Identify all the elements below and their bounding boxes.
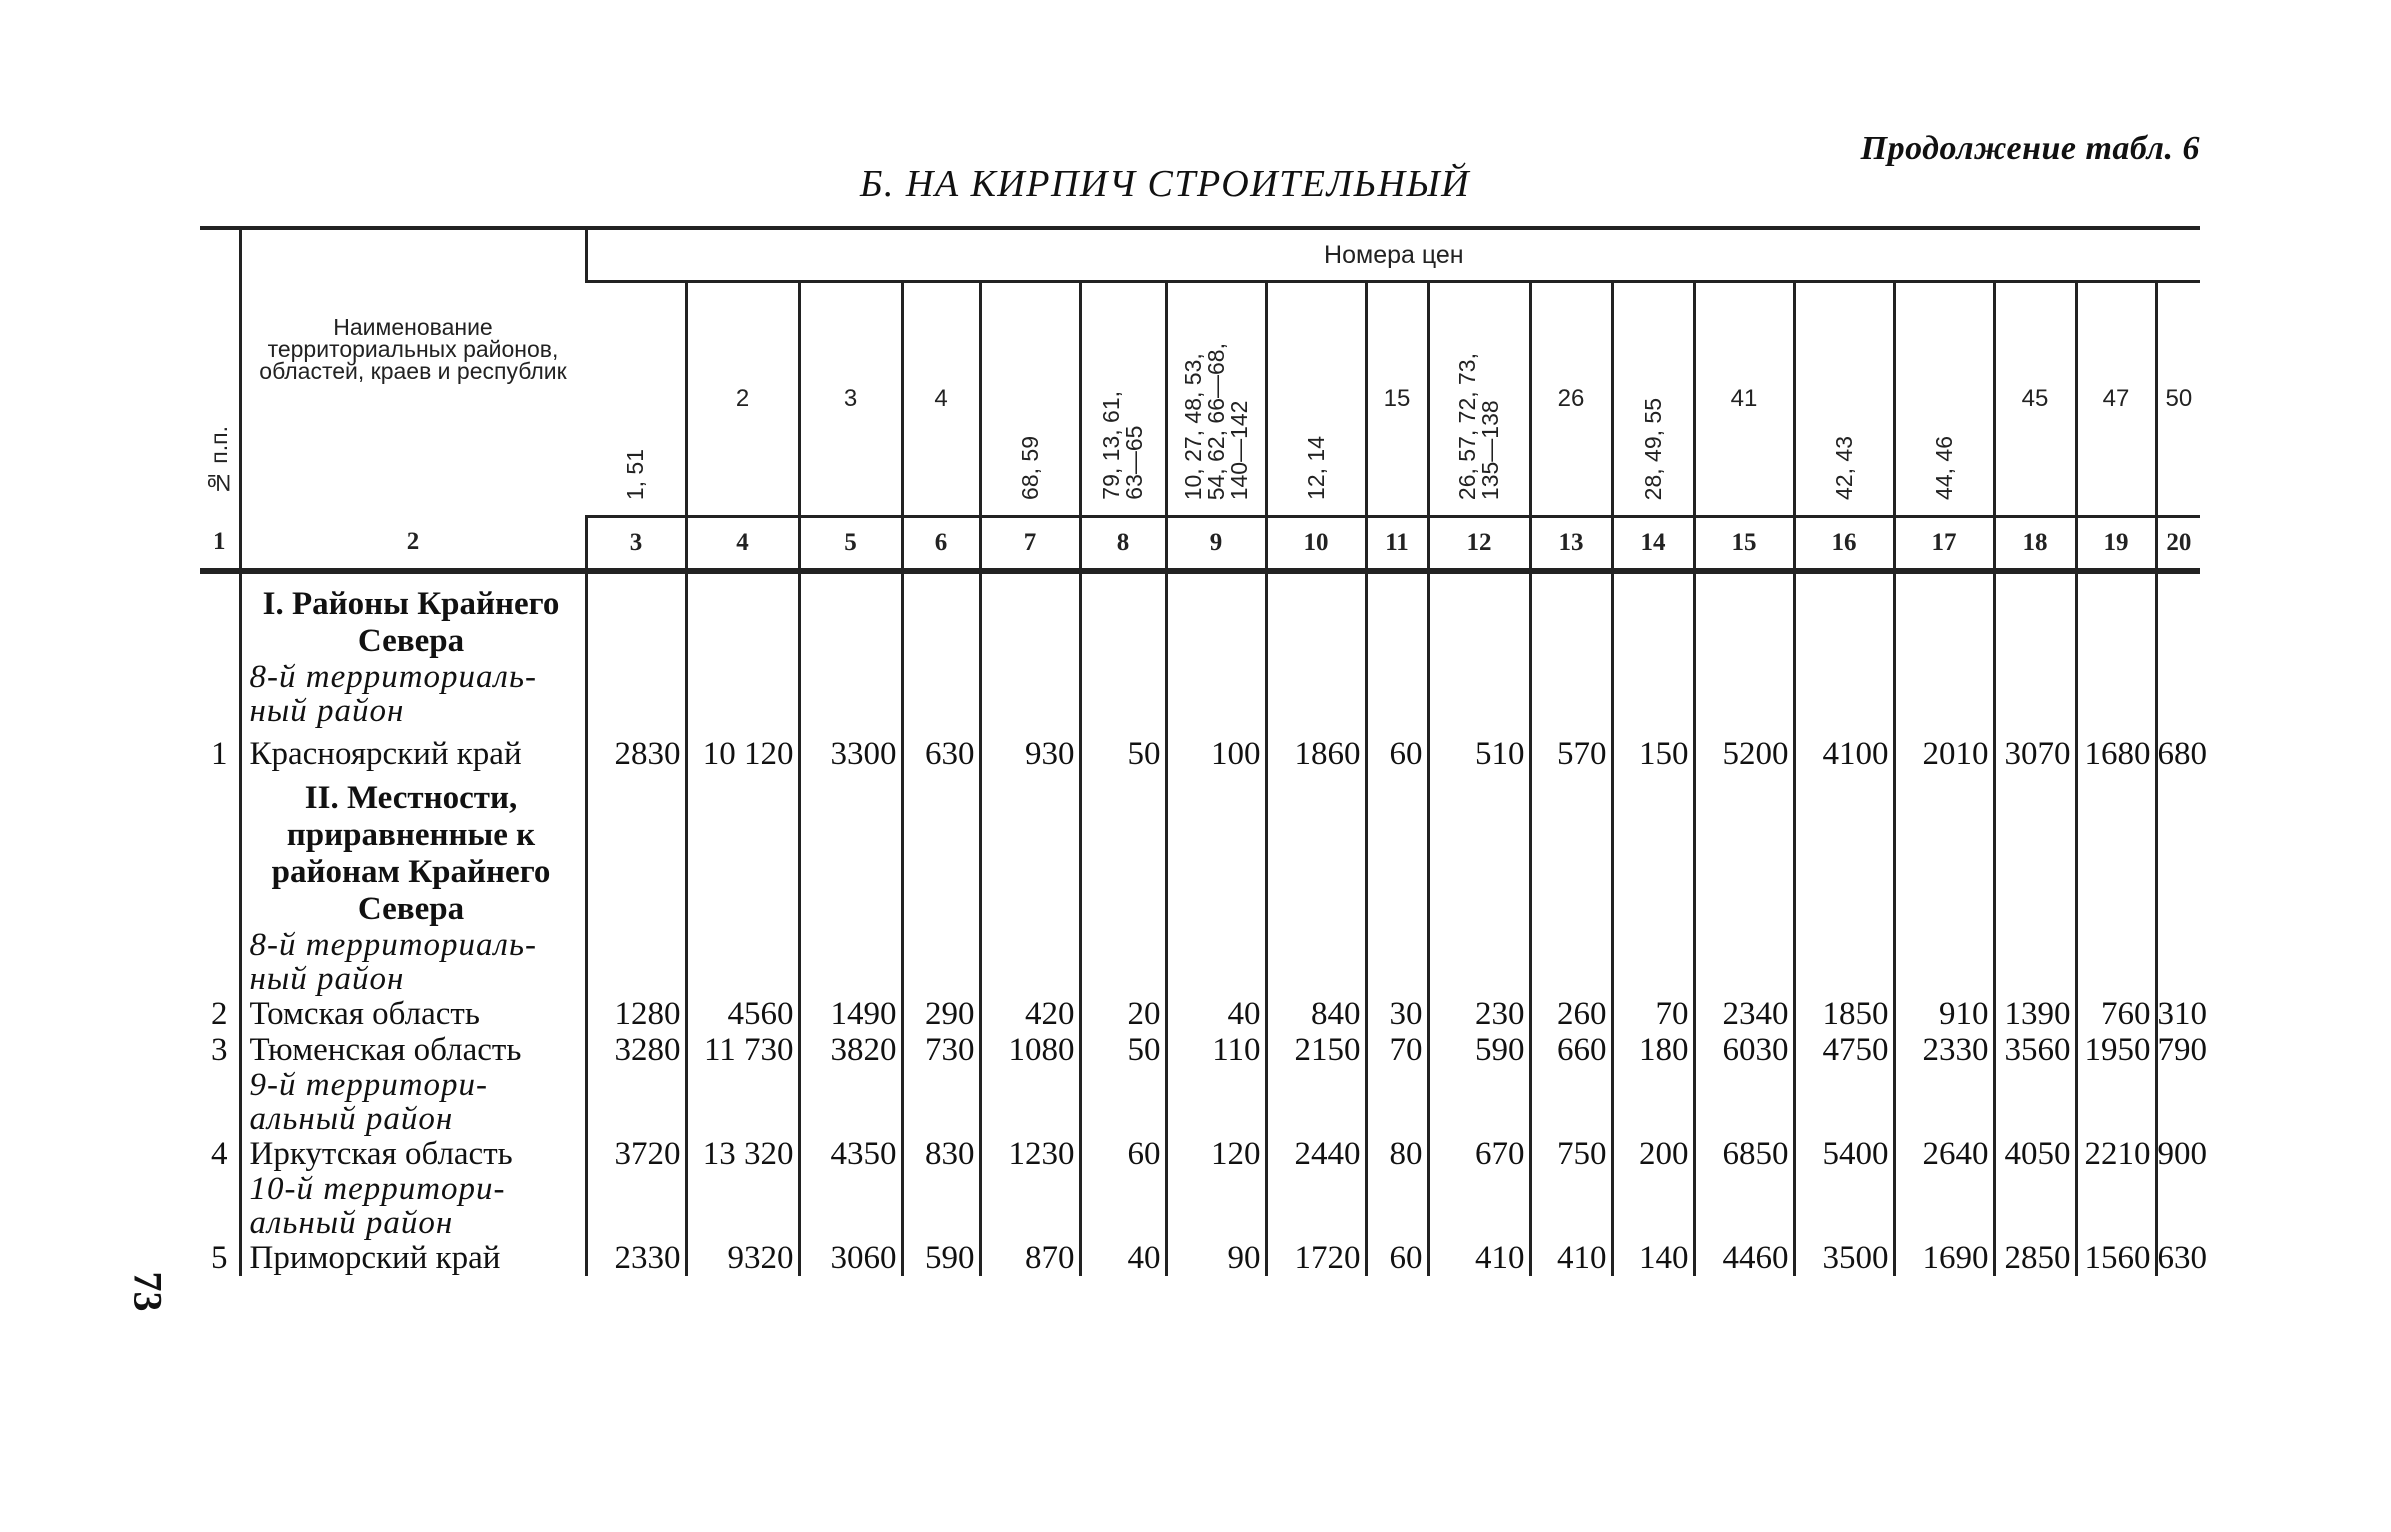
column-index-cell: 18 bbox=[1994, 517, 2076, 572]
row-number: 4 bbox=[211, 1136, 228, 1172]
empty-cell bbox=[1994, 1068, 2076, 1136]
column-index-cell: 15 bbox=[1694, 517, 1794, 572]
price-value: 670 bbox=[1428, 1136, 1530, 1172]
price-value: 2340 bbox=[1694, 996, 1794, 1032]
row-number: 2 bbox=[211, 996, 228, 1032]
empty-cell bbox=[980, 660, 1080, 728]
price-value: 200 bbox=[1612, 1136, 1694, 1172]
price-column-header: 2 bbox=[686, 282, 799, 517]
empty-cell bbox=[1694, 1068, 1794, 1136]
page-number: 73 bbox=[125, 1271, 171, 1312]
price-value: 3500 bbox=[1794, 1240, 1894, 1276]
empty-cell bbox=[1994, 660, 2076, 728]
section-title: Б. НА КИРПИЧ СТРОИТЕЛЬНЫЙ bbox=[860, 163, 1471, 205]
subsection-heading: 10-й территори-альный район bbox=[240, 1172, 586, 1240]
empty-cell bbox=[1266, 660, 1366, 728]
subsection-heading: 9-й территори-альный район bbox=[240, 1068, 586, 1136]
empty-cell bbox=[799, 928, 902, 996]
region-name: Красноярский край bbox=[240, 728, 586, 780]
empty-cell bbox=[200, 928, 240, 996]
empty-cell bbox=[1894, 1172, 1994, 1240]
column-index-cell: 3 bbox=[586, 517, 686, 572]
empty-cell bbox=[2156, 586, 2200, 660]
table-header bbox=[200, 228, 2200, 571]
price-value: 70 bbox=[1366, 1032, 1428, 1068]
name-column-header: Наименование территориальных районов, областей, краев и республик bbox=[240, 228, 586, 517]
price-column-header: 10, 27, 48, 53, 54, 62, 66—68, 140—142 bbox=[1166, 282, 1266, 517]
price-value: 11 730 bbox=[686, 1032, 799, 1068]
empty-cell bbox=[686, 1068, 799, 1136]
empty-cell bbox=[1166, 1068, 1266, 1136]
column-index-cell: 4 bbox=[686, 517, 799, 572]
price-value: 2830 bbox=[586, 728, 686, 780]
table-row bbox=[200, 728, 2200, 780]
region-name: Тюменская область bbox=[240, 1032, 586, 1068]
price-value: 13 320 bbox=[686, 1136, 799, 1172]
empty-cell bbox=[1080, 780, 1166, 928]
empty-cell bbox=[1080, 1068, 1166, 1136]
empty-cell bbox=[1612, 780, 1694, 928]
price-value: 60 bbox=[1366, 728, 1428, 780]
column-index-cell: 2 bbox=[240, 517, 586, 572]
price-value: 2010 bbox=[1894, 728, 1994, 780]
empty-cell bbox=[1428, 1172, 1530, 1240]
price-value: 60 bbox=[1366, 1240, 1428, 1276]
empty-cell bbox=[586, 571, 686, 586]
empty-cell bbox=[1530, 1172, 1612, 1240]
price-value: 1230 bbox=[980, 1136, 1080, 1172]
empty-cell bbox=[586, 586, 686, 660]
price-value: 870 bbox=[980, 1240, 1080, 1276]
price-column-header: 41 bbox=[1694, 282, 1794, 517]
empty-cell bbox=[1612, 1068, 1694, 1136]
region-name: Приморский край bbox=[240, 1240, 586, 1276]
price-value: 2210 bbox=[2076, 1136, 2156, 1172]
empty-cell bbox=[1530, 660, 1612, 728]
empty-cell bbox=[1694, 928, 1794, 996]
empty-cell bbox=[200, 660, 240, 728]
empty-cell bbox=[1794, 660, 1894, 728]
empty-cell bbox=[1530, 780, 1612, 928]
price-value: 1950 bbox=[2076, 1032, 2156, 1068]
price-column-header: 4 bbox=[902, 282, 980, 517]
empty-cell bbox=[1266, 780, 1366, 928]
empty-cell bbox=[1080, 660, 1166, 728]
section-heading: II. Местности, приравненные к районам Крайнего Севера bbox=[240, 780, 586, 928]
price-value: 910 bbox=[1894, 996, 1994, 1032]
price-value: 230 bbox=[1428, 996, 1530, 1032]
empty-cell bbox=[1266, 1172, 1366, 1240]
empty-cell bbox=[686, 571, 799, 586]
empty-cell bbox=[799, 1172, 902, 1240]
empty-cell bbox=[586, 660, 686, 728]
empty-cell bbox=[799, 571, 902, 586]
empty-cell bbox=[200, 780, 240, 928]
price-value: 1390 bbox=[1994, 996, 2076, 1032]
price-column-header: 15 bbox=[1366, 282, 1428, 517]
price-value: 1680 bbox=[2076, 728, 2156, 780]
empty-cell bbox=[980, 1172, 1080, 1240]
price-value: 930 bbox=[980, 728, 1080, 780]
price-value: 30 bbox=[1366, 996, 1428, 1032]
section-heading: I. Районы Крайнего Севера bbox=[240, 586, 586, 660]
price-column-header: 42, 43 bbox=[1794, 282, 1894, 517]
empty-cell bbox=[2076, 660, 2156, 728]
column-index-cell: 11 bbox=[1366, 517, 1428, 572]
empty-cell bbox=[902, 571, 980, 586]
empty-cell bbox=[1612, 571, 1694, 586]
empty-cell bbox=[1794, 928, 1894, 996]
empty-cell bbox=[1994, 1172, 2076, 1240]
column-index-cell: 20 bbox=[2156, 517, 2200, 572]
price-value: 5200 bbox=[1694, 728, 1794, 780]
empty-cell bbox=[1794, 586, 1894, 660]
num-column-header: № п.п. bbox=[200, 228, 240, 517]
price-value: 900 bbox=[2157, 1136, 2207, 1172]
empty-cell bbox=[1694, 586, 1794, 660]
empty-cell bbox=[2076, 1068, 2156, 1136]
price-value: 140 bbox=[1612, 1240, 1694, 1276]
subsection-heading: 8-й территориаль-ный район bbox=[240, 928, 586, 996]
empty-cell bbox=[1994, 780, 2076, 928]
price-value: 180 bbox=[1612, 1032, 1694, 1068]
empty-cell bbox=[1612, 1172, 1694, 1240]
price-value: 80 bbox=[1366, 1136, 1428, 1172]
price-value: 590 bbox=[1428, 1032, 1530, 1068]
price-value: 760 bbox=[2076, 996, 2156, 1032]
price-value: 590 bbox=[902, 1240, 980, 1276]
empty-cell bbox=[1794, 1172, 1894, 1240]
empty-cell bbox=[1266, 571, 1366, 586]
price-value: 4050 bbox=[1994, 1136, 2076, 1172]
empty-cell bbox=[980, 571, 1080, 586]
price-value: 3300 bbox=[799, 728, 902, 780]
empty-cell bbox=[980, 780, 1080, 928]
region-name: Томская область bbox=[240, 996, 586, 1032]
empty-cell bbox=[1428, 1068, 1530, 1136]
empty-cell bbox=[1266, 1068, 1366, 1136]
empty-cell bbox=[980, 928, 1080, 996]
empty-cell bbox=[2076, 571, 2156, 586]
empty-cell bbox=[586, 1068, 686, 1136]
empty-cell bbox=[686, 780, 799, 928]
price-value: 730 bbox=[902, 1032, 980, 1068]
price-value: 310 bbox=[2157, 996, 2207, 1032]
price-value: 5400 bbox=[1794, 1136, 1894, 1172]
empty-cell bbox=[2156, 660, 2200, 728]
subsection-heading: 8-й территориаль-ный район bbox=[240, 660, 586, 728]
column-index-cell: 19 bbox=[2076, 517, 2156, 572]
empty-cell bbox=[586, 1172, 686, 1240]
table-body bbox=[200, 571, 2207, 1276]
empty-cell bbox=[686, 586, 799, 660]
price-value: 20 bbox=[1080, 996, 1166, 1032]
price-value: 1860 bbox=[1266, 728, 1366, 780]
price-value: 3560 bbox=[1994, 1032, 2076, 1068]
price-column-header: 50 bbox=[2156, 282, 2200, 517]
empty-cell bbox=[1366, 571, 1428, 586]
price-value: 2150 bbox=[1266, 1032, 1366, 1068]
empty-cell bbox=[1994, 571, 2076, 586]
price-value: 2640 bbox=[1894, 1136, 1994, 1172]
empty-cell bbox=[2076, 780, 2156, 928]
price-value: 630 bbox=[2157, 1240, 2207, 1276]
price-column-header: 26, 57, 72, 73, 135—138 bbox=[1428, 282, 1530, 517]
empty-cell bbox=[1894, 660, 1994, 728]
empty-cell bbox=[1894, 780, 1994, 928]
empty-cell bbox=[686, 1172, 799, 1240]
column-index-cell: 17 bbox=[1894, 517, 1994, 572]
price-value: 6850 bbox=[1694, 1136, 1794, 1172]
price-value: 3720 bbox=[586, 1136, 686, 1172]
price-column-header: 44, 46 bbox=[1894, 282, 1994, 517]
price-value: 290 bbox=[902, 996, 980, 1032]
empty-cell bbox=[1694, 1172, 1794, 1240]
price-value: 40 bbox=[1166, 996, 1266, 1032]
empty-cell bbox=[2156, 928, 2200, 996]
table-row bbox=[200, 1032, 2200, 1068]
price-value: 680 bbox=[2156, 728, 2200, 780]
empty-cell bbox=[586, 928, 686, 996]
empty-cell bbox=[200, 586, 240, 660]
price-value: 840 bbox=[1266, 996, 1366, 1032]
price-value: 1850 bbox=[1794, 996, 1894, 1032]
empty-cell bbox=[1080, 928, 1166, 996]
price-column-header: 28, 49, 55 bbox=[1612, 282, 1694, 517]
column-index-cell: 16 bbox=[1794, 517, 1894, 572]
column-index-cell: 5 bbox=[799, 517, 902, 572]
empty-cell bbox=[200, 1068, 240, 1136]
empty-cell bbox=[980, 1068, 1080, 1136]
empty-cell bbox=[2076, 586, 2156, 660]
empty-cell bbox=[902, 586, 980, 660]
price-value: 510 bbox=[1428, 728, 1530, 780]
price-value: 70 bbox=[1612, 996, 1694, 1032]
empty-cell bbox=[1994, 586, 2076, 660]
empty-cell bbox=[1166, 1172, 1266, 1240]
empty-cell bbox=[2156, 1068, 2200, 1136]
price-value: 4560 bbox=[686, 996, 799, 1032]
price-value: 2850 bbox=[1994, 1240, 2076, 1276]
price-value: 1490 bbox=[799, 996, 902, 1032]
price-value: 90 bbox=[1166, 1240, 1266, 1276]
empty-cell bbox=[240, 571, 586, 586]
empty-cell bbox=[1266, 586, 1366, 660]
empty-cell bbox=[1612, 660, 1694, 728]
empty-cell bbox=[1894, 928, 1994, 996]
price-value: 260 bbox=[1530, 996, 1612, 1032]
price-value: 4350 bbox=[799, 1136, 902, 1172]
empty-cell bbox=[1266, 928, 1366, 996]
price-value: 50 bbox=[1080, 1032, 1166, 1068]
empty-cell bbox=[1894, 586, 1994, 660]
empty-cell bbox=[1694, 780, 1794, 928]
price-value: 4750 bbox=[1794, 1032, 1894, 1068]
empty-cell bbox=[902, 1068, 980, 1136]
price-value: 60 bbox=[1080, 1136, 1166, 1172]
price-table bbox=[200, 226, 2207, 1276]
price-value: 410 bbox=[1428, 1240, 1530, 1276]
empty-cell bbox=[1894, 571, 1994, 586]
price-value: 6030 bbox=[1694, 1032, 1794, 1068]
price-column-header: 68, 59 bbox=[980, 282, 1080, 517]
empty-cell bbox=[1428, 586, 1530, 660]
price-value: 40 bbox=[1080, 1240, 1166, 1276]
price-value: 4100 bbox=[1794, 728, 1894, 780]
table-row bbox=[200, 1136, 2200, 1172]
empty-cell bbox=[1794, 780, 1894, 928]
price-value: 1720 bbox=[1266, 1240, 1366, 1276]
empty-cell bbox=[2156, 780, 2200, 928]
price-column-header: 47 bbox=[2076, 282, 2156, 517]
column-index-cell: 13 bbox=[1530, 517, 1612, 572]
table-row bbox=[200, 996, 2200, 1032]
empty-cell bbox=[902, 1172, 980, 1240]
price-table-container bbox=[200, 226, 2207, 1276]
price-value: 10 120 bbox=[686, 728, 799, 780]
empty-cell bbox=[2076, 1172, 2156, 1240]
price-value: 2330 bbox=[1894, 1032, 1994, 1068]
price-column-header: 79, 13, 61, 63—65 bbox=[1080, 282, 1166, 517]
price-value: 830 bbox=[902, 1136, 980, 1172]
column-index-cell: 6 bbox=[902, 517, 980, 572]
column-index-cell: 9 bbox=[1166, 517, 1266, 572]
empty-cell bbox=[980, 586, 1080, 660]
empty-cell bbox=[799, 780, 902, 928]
empty-cell bbox=[1366, 1172, 1428, 1240]
empty-cell bbox=[799, 586, 902, 660]
empty-cell bbox=[902, 660, 980, 728]
price-column-header: 45 bbox=[1994, 282, 2076, 517]
empty-cell bbox=[200, 1172, 240, 1240]
empty-cell bbox=[1428, 928, 1530, 996]
empty-cell bbox=[1530, 571, 1612, 586]
continuation-label: Продолжение табл. 6 bbox=[1860, 130, 2200, 167]
empty-cell bbox=[799, 660, 902, 728]
empty-cell bbox=[1366, 586, 1428, 660]
price-value: 100 bbox=[1166, 728, 1266, 780]
price-column-header: 12, 14 bbox=[1266, 282, 1366, 517]
column-index-cell: 14 bbox=[1612, 517, 1694, 572]
empty-cell bbox=[1612, 586, 1694, 660]
empty-cell bbox=[1694, 571, 1794, 586]
price-value: 3070 bbox=[1994, 728, 2076, 780]
price-value: 410 bbox=[1530, 1240, 1612, 1276]
price-value: 2440 bbox=[1266, 1136, 1366, 1172]
empty-cell bbox=[1894, 1068, 1994, 1136]
empty-cell bbox=[1530, 928, 1612, 996]
empty-cell bbox=[1794, 571, 1894, 586]
row-number: 1 bbox=[211, 736, 228, 772]
column-index-cell: 7 bbox=[980, 517, 1080, 572]
price-value: 790 bbox=[2157, 1032, 2207, 1068]
empty-cell bbox=[1794, 1068, 1894, 1136]
price-value: 50 bbox=[1080, 728, 1166, 780]
empty-cell bbox=[1428, 660, 1530, 728]
empty-cell bbox=[1530, 1068, 1612, 1136]
empty-cell bbox=[1080, 1172, 1166, 1240]
empty-cell bbox=[686, 660, 799, 728]
table-row bbox=[200, 1240, 2200, 1276]
empty-cell bbox=[1366, 660, 1428, 728]
empty-cell bbox=[902, 928, 980, 996]
price-value: 630 bbox=[902, 728, 980, 780]
price-value: 1080 bbox=[980, 1032, 1080, 1068]
empty-cell bbox=[1612, 928, 1694, 996]
empty-cell bbox=[1994, 928, 2076, 996]
price-value: 4460 bbox=[1694, 1240, 1794, 1276]
price-value: 3820 bbox=[799, 1032, 902, 1068]
price-numbers-group-header: Номера цен bbox=[586, 228, 2200, 282]
price-value: 150 bbox=[1612, 728, 1694, 780]
price-value: 1690 bbox=[1894, 1240, 1994, 1276]
price-value: 9320 bbox=[686, 1240, 799, 1276]
empty-cell bbox=[902, 780, 980, 928]
column-index-cell: 10 bbox=[1266, 517, 1366, 572]
empty-cell bbox=[200, 571, 240, 586]
empty-cell bbox=[1166, 780, 1266, 928]
column-index-cell: 12 bbox=[1428, 517, 1530, 572]
price-value: 2330 bbox=[586, 1240, 686, 1276]
price-value: 120 bbox=[1166, 1136, 1266, 1172]
empty-cell bbox=[2156, 1172, 2200, 1240]
price-column-header: 26 bbox=[1530, 282, 1612, 517]
empty-cell bbox=[1530, 586, 1612, 660]
row-number: 3 bbox=[211, 1032, 228, 1068]
region-name: Иркутская область bbox=[240, 1136, 586, 1172]
empty-cell bbox=[1428, 780, 1530, 928]
price-value: 1560 bbox=[2076, 1240, 2156, 1276]
empty-cell bbox=[1428, 571, 1530, 586]
empty-cell bbox=[1166, 571, 1266, 586]
price-value: 750 bbox=[1530, 1136, 1612, 1172]
empty-cell bbox=[2156, 571, 2200, 586]
empty-cell bbox=[1694, 660, 1794, 728]
price-value: 110 bbox=[1166, 1032, 1266, 1068]
row-number: 5 bbox=[211, 1240, 228, 1276]
price-value: 1280 bbox=[586, 996, 686, 1032]
price-value: 660 bbox=[1530, 1032, 1612, 1068]
empty-cell bbox=[686, 928, 799, 996]
price-value: 3280 bbox=[586, 1032, 686, 1068]
price-column-header: 3 bbox=[799, 282, 902, 517]
empty-cell bbox=[2076, 928, 2156, 996]
empty-cell bbox=[1166, 660, 1266, 728]
column-index-cell: 1 bbox=[200, 517, 240, 572]
empty-cell bbox=[1166, 928, 1266, 996]
price-column-header: 1, 51 bbox=[586, 282, 686, 517]
price-value: 420 bbox=[980, 996, 1080, 1032]
price-value: 570 bbox=[1530, 728, 1612, 780]
empty-cell bbox=[1366, 780, 1428, 928]
empty-cell bbox=[1366, 1068, 1428, 1136]
empty-cell bbox=[799, 1068, 902, 1136]
column-index-cell: 8 bbox=[1080, 517, 1166, 572]
empty-cell bbox=[1366, 928, 1428, 996]
empty-cell bbox=[586, 780, 686, 928]
empty-cell bbox=[1080, 571, 1166, 586]
price-value: 3060 bbox=[799, 1240, 902, 1276]
empty-cell bbox=[1080, 586, 1166, 660]
empty-cell bbox=[1166, 586, 1266, 660]
